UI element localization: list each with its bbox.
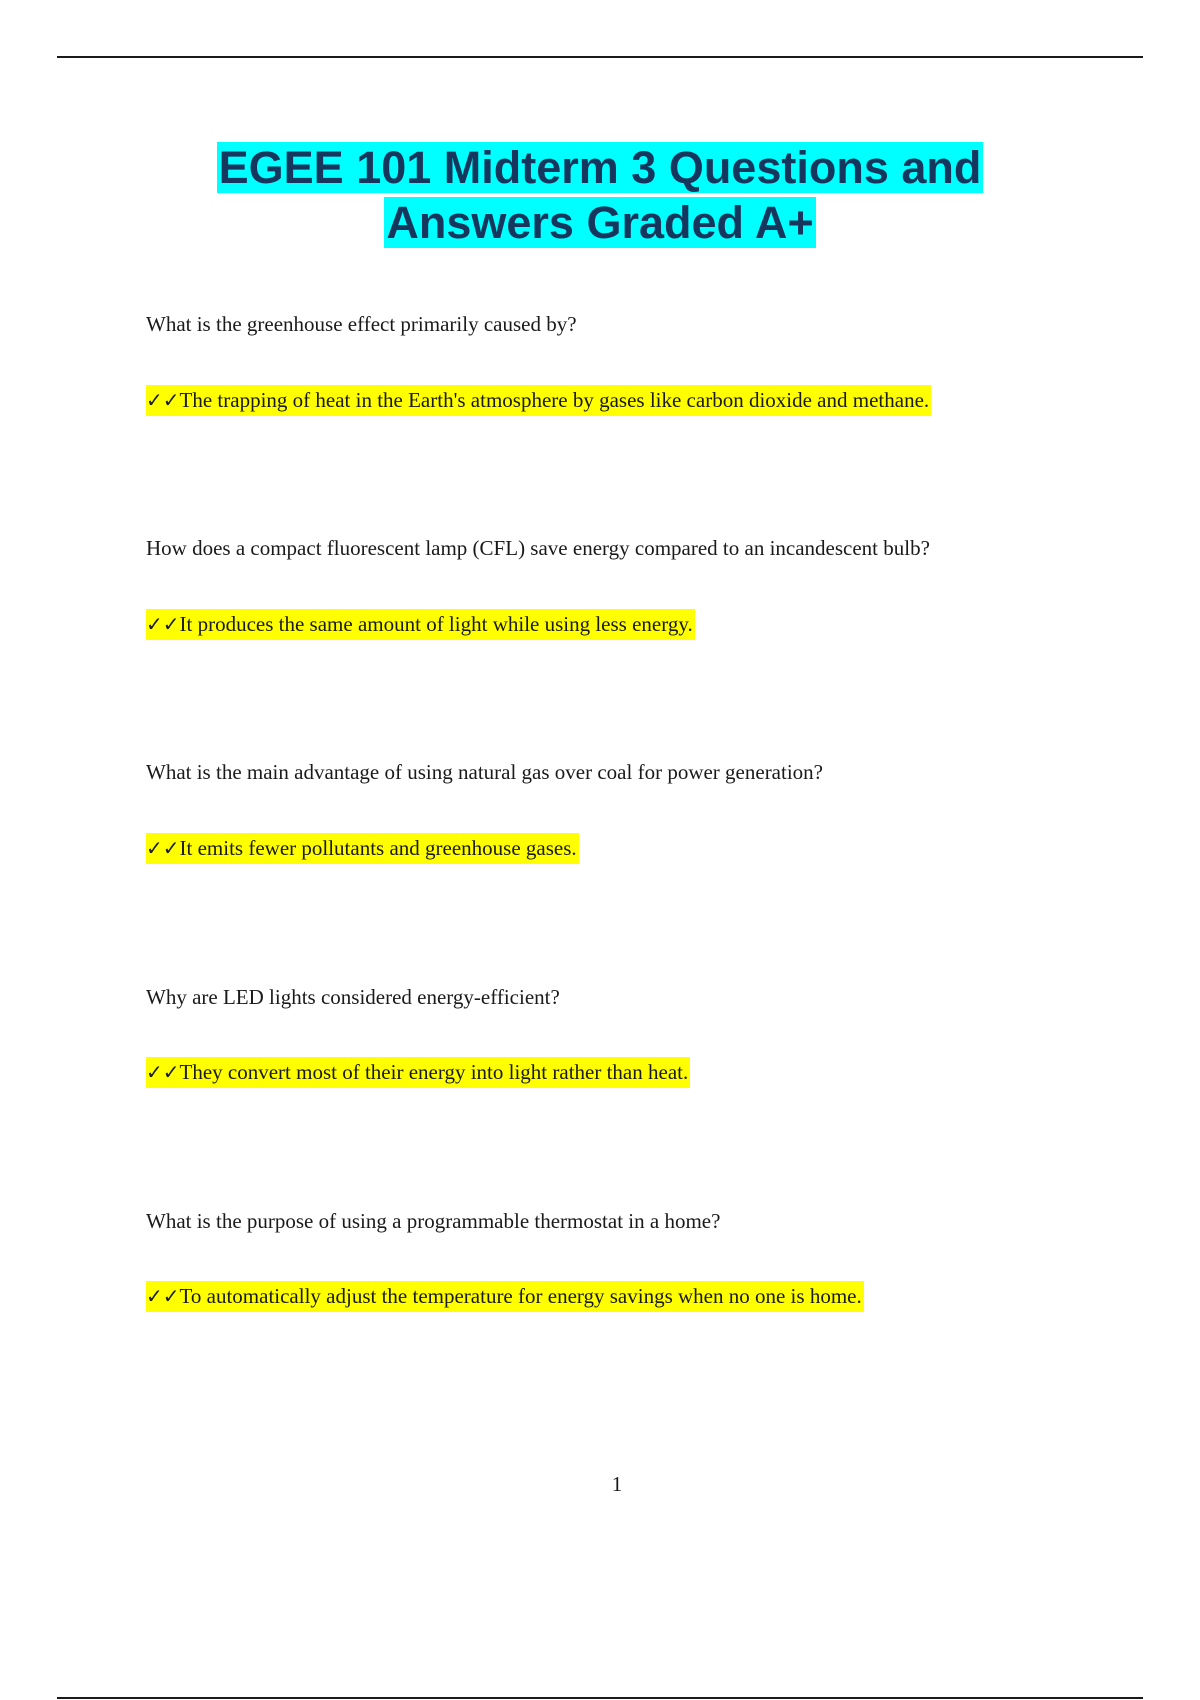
answer-text: The trapping of heat in the Earth's atmosphere by gases like carbon dioxide and methane. [179,388,930,412]
answer-4 [146,1060,690,1085]
answer-highlight [146,1281,864,1312]
check-mark-icon: ✓✓ [146,1284,180,1308]
answer-3 [146,836,579,861]
check-mark-icon: ✓✓ [146,388,180,412]
question-4: Why are LED lights considered energy-efficient? [146,985,560,1009]
check-mark-icon: ✓✓ [146,612,180,636]
answer-text: They convert most of their energy into light rather than heat. [179,1060,689,1084]
question-5: What is the purpose of using a programmable thermostat in a home? [146,1209,721,1233]
title-line-2: Answers Graded A+ [386,197,814,248]
answer-2 [146,612,695,637]
answer-1 [146,388,931,413]
question-3: What is the main advantage of using natural gas over coal for power generation? [146,760,823,784]
answer-highlight [146,1057,690,1088]
bottom-rule [57,1697,1143,1699]
answer-highlight [146,609,695,640]
answer-text: To automatically adjust the temperature for energy savings when no one is home. [179,1284,862,1308]
answer-highlight [146,385,931,416]
question-1: What is the greenhouse effect primarily caused by? [146,312,577,336]
answer-highlight [146,833,579,864]
answer-text: It produces the same amount of light while using less energy. [179,612,693,636]
answer-5 [146,1284,864,1309]
top-rule [57,56,1143,58]
check-mark-icon: ✓✓ [146,1060,180,1084]
check-mark-icon: ✓✓ [146,836,180,860]
answer-text: It emits fewer pollutants and greenhouse gases. [179,836,577,860]
question-2: How does a compact fluorescent lamp (CFL) save energy compared to an incandescent bulb? [146,536,930,560]
document-title [100,140,1100,250]
title-line-1: EGEE 101 Midterm 3 Questions and [218,142,982,193]
page-number: 1 [611,1472,623,1496]
